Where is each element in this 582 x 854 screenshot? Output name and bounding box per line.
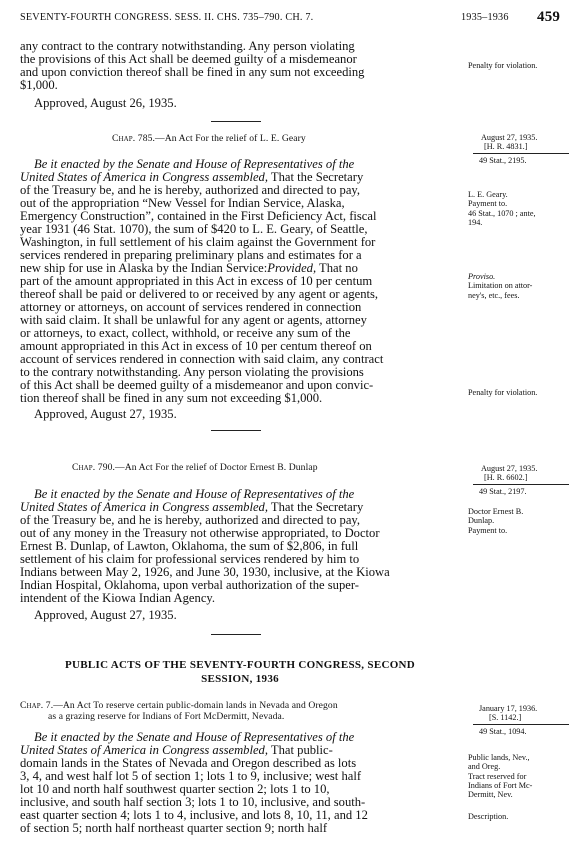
text-line: attorney or attorneys, on account of services rendered in connection [20, 300, 362, 314]
text-line: 3, 4, and west half lot 5 of section 1; lots 1 to 9, inclusive; west half [20, 769, 362, 783]
text-line: of this Act shall be deemed guilty of a misdemeanor and upon convic- [20, 378, 374, 392]
chapter-number: Chap. 790. [72, 462, 115, 473]
chapter-heading [20, 700, 338, 711]
margin-bill-number: [S. 1142.] [489, 713, 522, 722]
margin-bill-number: [H. R. 4831.] [484, 142, 528, 151]
approved-date: Approved, August 27, 1935. [34, 608, 177, 622]
chapter-heading [112, 133, 306, 144]
text-line: new ship for use in Alaska by the Indian Service:Provided, That no [20, 261, 358, 275]
text-line: out of the appropriation “New Vessel for Indian Service, Alaska, [20, 196, 345, 210]
margin-statute: 49 Stat., 2197. [479, 487, 527, 496]
margin-note-penalty: Penalty for violation. [468, 61, 538, 70]
chapter-title: —An Act For the relief of Doctor Ernest B. Dunlap [115, 462, 318, 473]
text-line: out of any money in the Treasury not otherwise appropriated, to Doctor [20, 526, 380, 540]
margin-bill-number: [H. R. 6602.] [484, 473, 528, 482]
text-line: or attorneys, to exact, collect, withhold, or receive any sum of the [20, 326, 351, 340]
text-line: intendent of the Kiowa Indian Agency. [20, 591, 216, 605]
margin-note-description: Description. [468, 812, 509, 821]
text-line: any contract to the contrary notwithstanding. Any person violating [20, 39, 355, 53]
enacting-clause-1: Be it enacted by the Senate and House of Representatives of the [34, 730, 355, 744]
text-line: Emergency Construction”, contained in the First Deficiency Act, fiscal [20, 209, 377, 223]
enacting-clause-1: Be it enacted by the Senate and House of Representatives of the [34, 157, 355, 171]
enacting-clause-2: United States of America in Congress assembled, That the Secretary [20, 500, 364, 514]
margin-date: August 27, 1935. [481, 133, 538, 142]
section-rule [211, 121, 261, 122]
text-line: amount appropriated in this Act in excess of 10 per centum thereof on [20, 339, 372, 353]
margin-note-subject: Public lands, Nev., and Oreg. Tract reserved for Indians of Fort Mc- Dermitt, Nev. [468, 753, 533, 800]
approved-date: Approved, August 26, 1935. [34, 96, 177, 110]
text-line: Washington, in full settlement of his claim against the Government for [20, 235, 376, 249]
margin-note-payee: Doctor Ernest B. Dunlap. Payment to. [468, 507, 524, 535]
text-line: of section 5; north half northeast quarter section 9; north half [20, 821, 328, 835]
margin-box-rule [473, 724, 569, 725]
enacting-clause-2: United States of America in Congress assembled, That public- [20, 743, 333, 757]
text-line: lot 10 and north half southwest quarter section 2; lots 1 to 10, [20, 782, 330, 796]
enacting-clause-2: United States of America in Congress assembled, That the Secretary [20, 170, 364, 184]
text-line: Indian Hospital, Oklahoma, upon verbal authorization of the super- [20, 578, 359, 592]
text-line: services rendered in preparing preliminary plans and estimates for a [20, 248, 362, 262]
text-line: part of the amount appropriated in this Act in excess of 10 per centum [20, 274, 373, 288]
margin-date: August 27, 1935. [481, 464, 538, 473]
margin-date: January 17, 1936. [479, 704, 538, 713]
text-line: of the Treasury be, and he is hereby, authorized and directed to pay, [20, 513, 361, 527]
text-line: tion thereof shall be fined in any sum not exceeding $1,000. [20, 391, 323, 405]
section-rule [211, 430, 261, 431]
chapter-number: Chap. 785. [112, 133, 155, 144]
text-line: domain lands in the States of Nevada and Oregon described as lots [20, 756, 357, 770]
text-line: year 1931 (46 Stat. 1070), the sum of $420 to L. E. Geary, of Seattle, [20, 222, 368, 236]
margin-statute: 49 Stat., 2195. [479, 156, 527, 165]
text-line: thereof shall be paid or delivered to or received by any agent or agents, [20, 287, 379, 301]
text-line: settlement of his claim for professional services rendered by him to [20, 552, 360, 566]
section-heading-line-1: PUBLIC ACTS OF THE SEVENTY-FOURTH CONGRESS, SECOND [64, 659, 416, 671]
chapter-title: —An Act For the relief of L. E. Geary [155, 133, 306, 144]
text-line: of the Treasury be, and he is hereby, authorized and directed to pay, [20, 183, 361, 197]
header-years: 1935–1936 [461, 12, 509, 23]
section-rule [211, 634, 261, 635]
text-line: account of services rendered in connection with said claim, any contract [20, 352, 384, 366]
margin-note-proviso: Proviso. Limitation on attor- ney's, etc., fees. [468, 272, 533, 300]
margin-box-rule [473, 484, 569, 485]
chapter-number: Chap. 7. [20, 700, 54, 711]
text-line: $1,000. [20, 78, 58, 92]
chapter-title: —An Act To reserve certain public-domain lands in Nevada and Oregon [53, 700, 338, 711]
header-session-info: SEVENTY-FOURTH CONGRESS. SESS. II. CHS. 735–790. CH. 7. [20, 12, 314, 23]
text-line: with said claim. It shall be unlawful for any agent or agents, attorney [20, 313, 367, 327]
text-line: the provisions of this Act shall be deemed guilty of a misdemeanor [20, 52, 357, 66]
text-line: Indians between May 2, 1926, and June 30, 1930, inclusive, at the Kiowa [20, 565, 390, 579]
text-line: and upon conviction thereof shall be fined in any sum not exceeding [20, 65, 365, 79]
text-line: Ernest B. Dunlap, of Lawton, Oklahoma, the sum of $2,806, in full [20, 539, 359, 553]
margin-box-rule [473, 153, 569, 154]
margin-note-penalty: Penalty for violation. [468, 388, 538, 397]
text-line: inclusive, and south half section 3; lots 1 to 10, inclusive, and south- [20, 795, 366, 809]
enacting-clause-1: Be it enacted by the Senate and House of Representatives of the [34, 487, 355, 501]
chapter-heading-line-2: as a grazing reserve for Indians of Fort McDermitt, Nevada. [48, 711, 285, 722]
approved-date: Approved, August 27, 1935. [34, 407, 177, 421]
text-line: to the contrary notwithstanding. Any person violating the provisions [20, 365, 364, 379]
text-line: east quarter section 4; lots 1 to 4, inclusive, and lots 8, 10, 11, and 12 [20, 808, 368, 822]
page-number: 459 [537, 9, 561, 25]
margin-note-payee: L. E. Geary. Payment to. 46 Stat., 1070 ; ante, 194. [468, 190, 536, 227]
chapter-heading [72, 462, 318, 473]
margin-statute: 49 Stat., 1094. [479, 727, 527, 736]
section-heading-line-2: SESSION, 1936 [201, 673, 279, 685]
